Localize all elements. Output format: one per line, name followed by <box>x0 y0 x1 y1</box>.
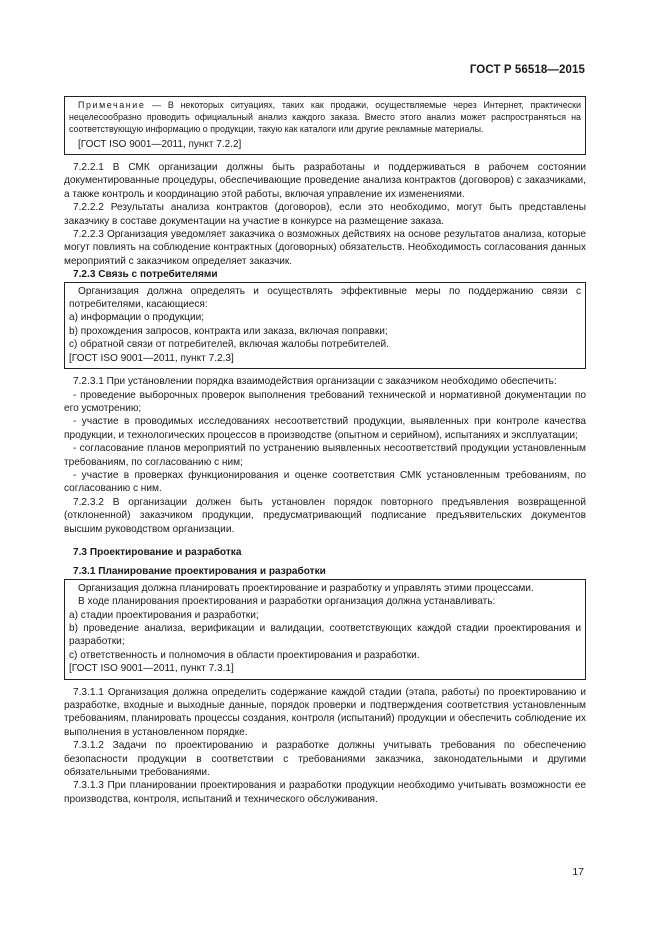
list-item: - участие в проверках функционирования и оценке соответствия СМК установленным требованиям, по согласованию с ним. <box>64 469 586 495</box>
paragraph-7-2-2-3: 7.2.2.3 Организация уведомляет заказчика о возможных действиях на основе результатов анализа, которые могут повлиять на соблюдение контрактных (договорных) обязательств. Необходимость согласования данных мероприятий с заказчиком определяет заказчик. <box>64 229 586 267</box>
note-box <box>64 96 586 155</box>
box-7-3-1-line-2: В ходе планирования проектирования и разработки организация должна устанавливать: <box>78 596 496 608</box>
box-7-3-1-item-a: а) стадии проектирования и разработки; <box>69 609 259 621</box>
box-7-2-3-intro: Организация должна определять и осуществлять эффективные меры по поддержанию связи с потребителями, касающиеся: <box>69 285 581 311</box>
list-item: - согласование планов мероприятий по устранению выявленных несоответствий продукции установленным требованиям, по согласованию с ним; <box>64 443 586 468</box>
note-paragraph <box>69 99 581 135</box>
paragraph-7-2-2-2: 7.2.2.2 Результаты анализа контрактов (договоров), если это необходимо, могут быть представлены заказчику в составе документации на участие в конкурсе на размещение заказа. <box>64 202 586 227</box>
heading-7-3-1: 7.3.1 Планирование проектирования и разработки <box>73 566 326 578</box>
box-7-2-3-item-c: с) обратной связи от потребителей, включая жалобы потребителей. <box>69 339 389 351</box>
box-7-3-1-line-1: Организация должна планировать проектирование и разработку и управлять этими процессами. <box>78 582 534 594</box>
note-reference: [ГОСТ ISO 9001—2011, пункт 7.2.2] <box>78 139 242 150</box>
requirements-box-7-3-1 <box>64 579 586 680</box>
page-number: 17 <box>572 866 584 878</box>
paragraph-7-3-1-1: 7.3.1.1 Организация должна определить содержание каждой стадии (этапа, работы) по проектированию и разработке, входные и выходные данные, порядок проверки и подтверждения соответствия установленным требованиям, планировать процессы создания, контроля (испытаний) продукции и обеспечить соблюдение их выполнения в установленном порядке. <box>64 686 586 738</box>
list-item: - участие в проводимых исследованиях несоответствий продукции, выявленных при контроле качества продукции, и технологических процессов в производстве (опытном и серийном), испытаниях и эксплуатации; <box>64 416 586 441</box>
paragraph-7-2-3-1: 7.2.3.1 При установлении порядка взаимодействия организации с заказчиком необходимо обеспечить: <box>73 376 557 388</box>
box-7-3-1-item-b: b) проведение анализа, верификации и валидации, соответствующих каждой стадии проектирования и разработки; <box>69 623 581 648</box>
paragraph-7-2-2-1: 7.2.2.1 В СМК организации должны быть разработаны и поддерживаться в рабочем состоянии документированные процедуры, обеспечивающие проведение анализа контрактов (договоров) с заказчиками, а также контроль и координацию этой работы, включая управление их изменениями. <box>64 162 586 200</box>
list-item: - проведение выборочных проверок выполнения требований технической и нормативной документации по его усмотрению; <box>64 389 586 414</box>
note-text: — В некоторых ситуациях, таких как продажи, осуществляемые через Интернет, практически нецелесообразно проводить официальный анализ каждого заказа. Вместо этого анализ может распространяться на соответствующую информацию о продукции, такую как каталоги или другие рекламные материалы. <box>69 100 581 134</box>
page-content <box>64 96 586 806</box>
paragraph-7-3-1-3: 7.3.1.3 При планировании проектирования и разработки продукции необходимо учитывать возможности ее производства, контроля, испытаний и технического обслуживания. <box>64 780 586 805</box>
heading-7-3: 7.3 Проектирование и разработка <box>73 546 242 558</box>
note-label: Примечание <box>78 100 146 110</box>
box-7-2-3-item-a: а) информации о продукции; <box>69 312 205 324</box>
paragraph-7-2-3-2: 7.2.3.2 В организации должен быть установлен порядок повторного предъявления возвращенной (отклоненной) заказчиком продукции, предусматривающий подписание предъявительских документов высшим руководством организации. <box>64 496 586 535</box>
box-7-3-1-reference: [ГОСТ ISO 9001—2011, пункт 7.3.1] <box>69 663 234 675</box>
box-7-3-1-item-c: с) ответственность и полномочия в области проектирования и разработки. <box>69 649 420 661</box>
box-7-2-3-reference: [ГОСТ ISO 9001—2011, пункт 7.2.3] <box>69 352 234 364</box>
paragraph-7-3-1-2: 7.3.1.2 Задачи по проектированию и разработке должны учитывать требования по обеспечению безопасности продукции в соответствии с требованиями заказчика, законодательными и другими обязательными требованиями. <box>64 740 586 779</box>
requirements-box-7-2-3 <box>64 282 586 369</box>
heading-7-2-3: 7.2.3 Связь с потребителями <box>73 269 218 281</box>
standard-header: ГОСТ Р 56518—2015 <box>469 64 585 76</box>
box-7-2-3-item-b: b) прохождения запросов, контракта или заказа, включая поправки; <box>69 325 388 337</box>
